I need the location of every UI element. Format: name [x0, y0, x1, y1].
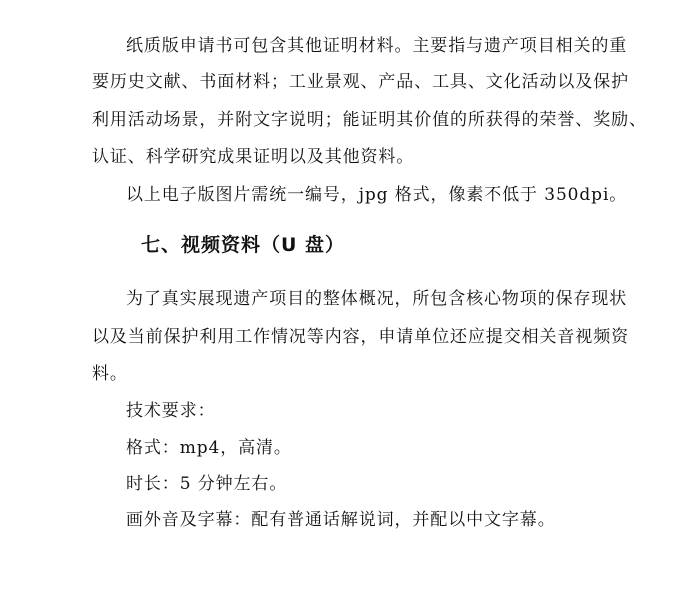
paragraph-line: 认证、科学研究成果证明以及其他资料。 [92, 147, 415, 167]
paragraph-line: 料。 [92, 364, 128, 384]
paragraph-line: 纸质版申请书可包含其他证明材料。主要指与遗产项目相关的重 [126, 36, 628, 56]
paragraph-line: 要历史文献、书面材料；工业景观、产品、工具、文化活动以及保护 [92, 72, 629, 92]
paragraph-line: 以上电子版图片需统一编号，jpg 格式，像素不低于 350dpi。 [126, 185, 628, 205]
requirement-subtitles: 画外音及字幕：配有普通话解说词，并配以中文字幕。 [126, 510, 556, 530]
section-heading: 七、视频资料（U 盘） [141, 234, 346, 256]
paragraph-line: 以及当前保护利用工作情况等内容，申请单位还应提交相关音视频资 [92, 327, 629, 347]
paragraph-line: 为了真实展现遗产项目的整体概况，所包含核心物项的保存现状 [126, 289, 628, 309]
paragraph-line: 利用活动场景，并附文字说明；能证明其价值的所获得的荣誉、奖励、 [92, 110, 647, 130]
requirement-format: 格式：mp4，高清。 [126, 438, 292, 458]
requirements-title: 技术要求： [126, 401, 216, 421]
requirement-duration: 时长：5 分钟左右。 [126, 474, 288, 494]
